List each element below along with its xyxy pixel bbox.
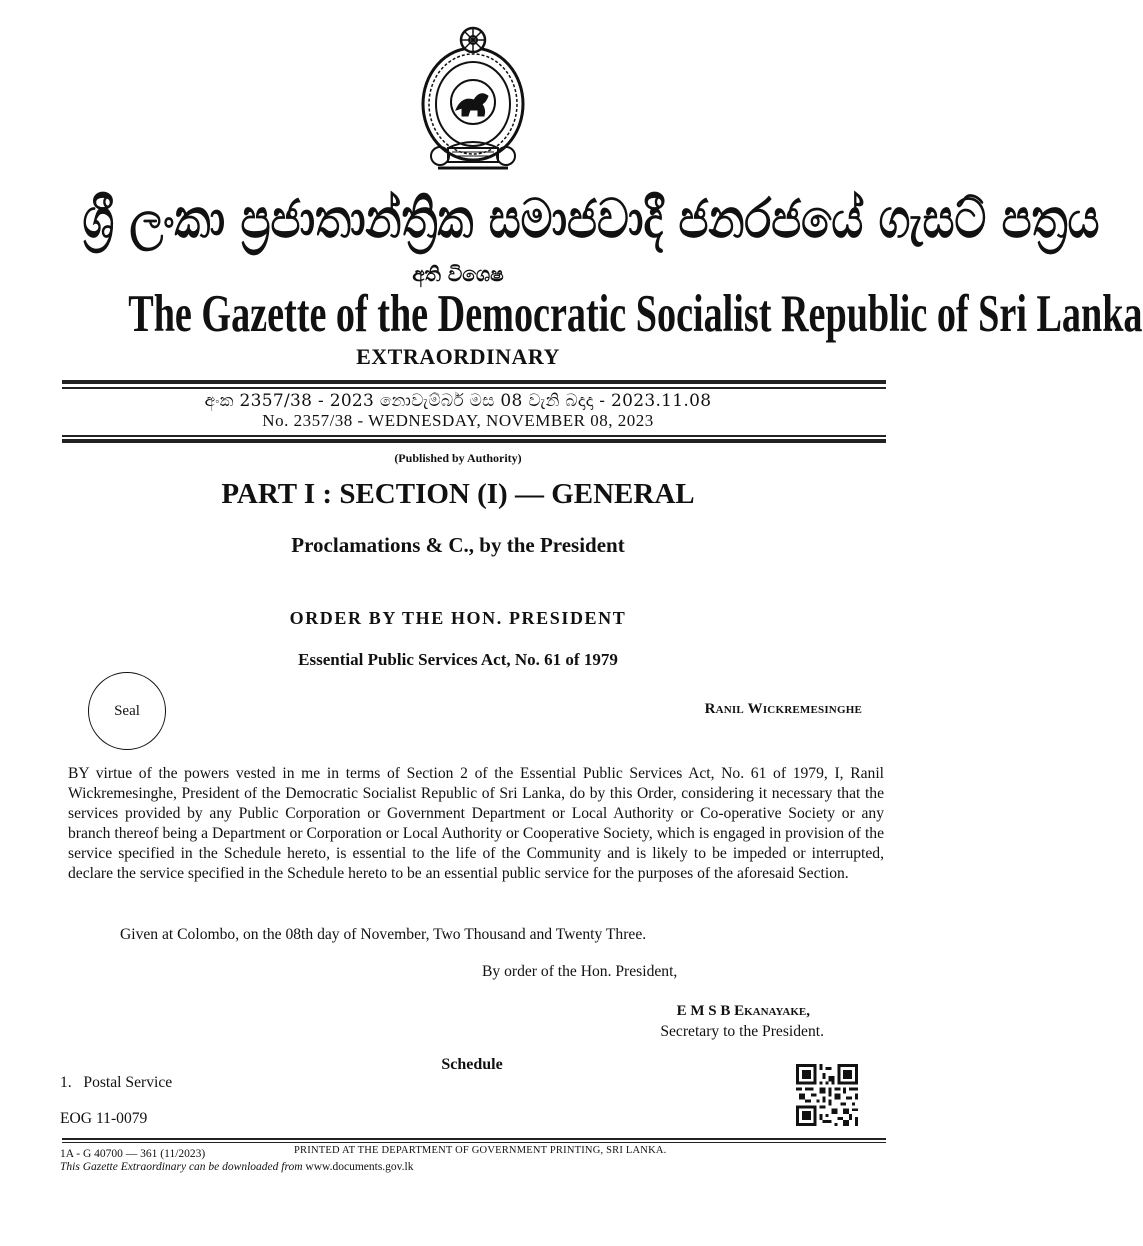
given-at-line: Given at Colombo, on the 08th day of November, Two Thousand and Twenty Three. — [120, 926, 647, 943]
top-rule-thin — [62, 387, 886, 389]
published-by-authority: (Published by Authority) — [394, 451, 522, 465]
gazette-reference: EOG 11-0079 — [60, 1110, 148, 1127]
sri-lanka-emblem-icon — [418, 24, 528, 178]
seal-circle — [88, 672, 166, 750]
issue-line-english: No. 2357/38 - WEDNESDAY, NOVEMBER 08, 2023 — [262, 411, 654, 430]
by-order-line: By order of the Hon. President, — [482, 963, 678, 980]
footer-download-link[interactable]: www.documents.gov.lk — [305, 1161, 414, 1173]
secretary-title: Secretary to the President. — [660, 1023, 824, 1040]
order-title: ORDER BY THE HON. PRESIDENT — [289, 608, 627, 628]
extraordinary-label: EXTRAORDINARY — [356, 344, 560, 369]
act-title: Essential Public Services Act, No. 61 of 1979 — [298, 650, 618, 669]
schedule-item: 1. Postal Service — [60, 1074, 173, 1091]
qr-code-icon — [796, 1064, 858, 1126]
gazette-sinhala-title: ශ්‍රී ලංකා ප්‍රජාතාන්ත්‍රික සමාජවාදී ජනරජයේ ගැසට් පත්‍රය — [82, 186, 1100, 250]
secretary-name: E M S B Ekanayake, — [676, 1003, 810, 1019]
part-heading: PART I : SECTION (I) — GENERAL — [221, 478, 695, 510]
gazette-english-title: The Gazette of the Democratic Socialist Republic of Sri Lanka — [128, 285, 1143, 343]
mid-rule-thin — [62, 435, 886, 437]
mid-rule-thick — [62, 439, 886, 443]
footer-rule-thin — [62, 1142, 886, 1143]
top-rule-thick — [62, 380, 886, 384]
schedule-heading: Schedule — [441, 1056, 503, 1073]
extraordinary-sinhala-label: අති විශෙෂ — [412, 262, 504, 286]
seal-label: Seal — [114, 702, 140, 719]
footer-download-text: This Gazette Extraordinary can be downloaded from — [60, 1161, 303, 1173]
order-body-paragraph: BY virtue of the powers vested in me in terms of Section 2 of the Essential Public Services Act, No. 61 of 1979, I, Ranil Wickremesinghe, President of the Democratic Socialist Republic of Sri Lanka, do by this Order, considering it necessary that the services provided by any Public Corporation or Government Department or Local Authority or Co-operative Society or any branch thereof being a Department or Corporation or Local Authority or Cooperative Society, which is engaged in provision of the service specified in the Schedule hereto, is essential to the life of the Community and is likely to be impeded or interrupted, declare the service specified in the Schedule hereto to be an essential public service for the purposes of the aforesaid Section. — [68, 765, 884, 882]
proclamations-heading: Proclamations & C., by the President — [291, 533, 625, 557]
footer-print-code: 1A - G 40700 — 361 (11/2023) — [60, 1148, 206, 1160]
footer-rule-thick — [62, 1138, 886, 1140]
footer-printer-line: PRINTED AT THE DEPARTMENT OF GOVERNMENT PRINTING, SRI LANKA. — [294, 1145, 667, 1156]
footer-download-line — [60, 1161, 414, 1173]
president-signature: Ranil Wickremesinghe — [704, 701, 862, 717]
issue-line-sinhala: අංක 2357/38 - 2023 නොවැම්බර් මස 08 වැනි බදාදා - 2023.11.08 — [204, 391, 712, 411]
